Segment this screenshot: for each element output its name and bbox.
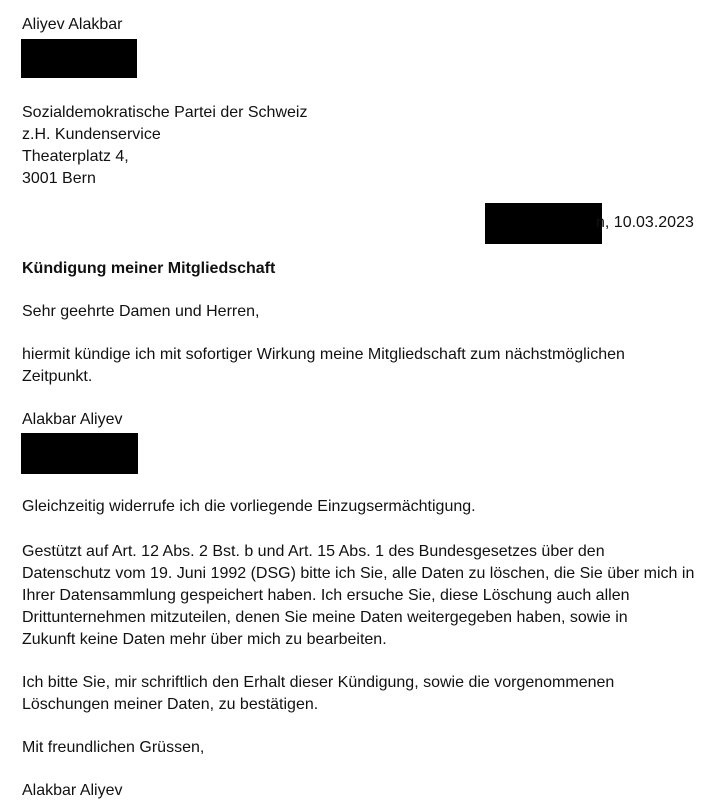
recipient-line-3: Theaterplatz 4,: [22, 148, 129, 165]
paragraph-3-line-1: Gestützt auf Art. 12 Abs. 2 Bst. b und Art. 15 Abs. 1 des Bundesgesetzes über den: [22, 543, 605, 560]
paragraph-1-line-1: hiermit kündige ich mit sofortiger Wirkung meine Mitgliedschaft zum nächstmöglichen: [22, 346, 625, 363]
paragraph-4-line-1: Ich bitte Sie, mir schriftlich den Erhalt dieser Kündigung, sowie die vorgenommenen: [22, 674, 615, 691]
sender-name: Aliyev Alakbar: [22, 16, 123, 33]
date-line: n, 10.03.2023: [596, 214, 694, 231]
redacted-place: [485, 203, 602, 244]
paragraph-3-line-5: Zukunft keine Daten mehr über mich zu bearbeiten.: [22, 631, 387, 648]
paragraph-1-line-2: Zeitpunkt.: [22, 368, 93, 385]
signature-name-1: Alakbar Aliyev: [22, 411, 123, 428]
signature-name-2: Alakbar Aliyev: [22, 782, 123, 799]
salutation: Sehr geehrte Damen und Herren,: [22, 303, 260, 320]
recipient-line-4: 3001 Bern: [22, 170, 96, 187]
redacted-sender-address: [21, 39, 137, 78]
paragraph-4-line-2: Löschungen meiner Daten, zu bestätigen.: [22, 696, 319, 713]
paragraph-3-line-3: Ihrer Datensammlung gespeichert haben. Ich ersuche Sie, diese Löschung auch allen: [22, 587, 630, 604]
closing: Mit freundlichen Grüssen,: [22, 739, 205, 756]
subject-heading: Kündigung meiner Mitgliedschaft: [22, 260, 276, 277]
paragraph-3-line-4: Drittunternehmen mitzuteilen, denen Sie meine Daten weitergegeben haben, sowie in: [22, 609, 628, 626]
redacted-signature: [21, 433, 138, 474]
recipient-line-1: Sozialdemokratische Partei der Schweiz: [22, 104, 308, 121]
paragraph-3-line-2: Datenschutz vom 19. Juni 1992 (DSG) bitte ich Sie, alle Daten zu löschen, die Sie über mich in: [22, 565, 695, 582]
paragraph-2: Gleichzeitig widerrufe ich die vorliegende Einzugsermächtigung.: [22, 498, 476, 515]
recipient-line-2: z.H. Kundenservice: [22, 126, 161, 143]
